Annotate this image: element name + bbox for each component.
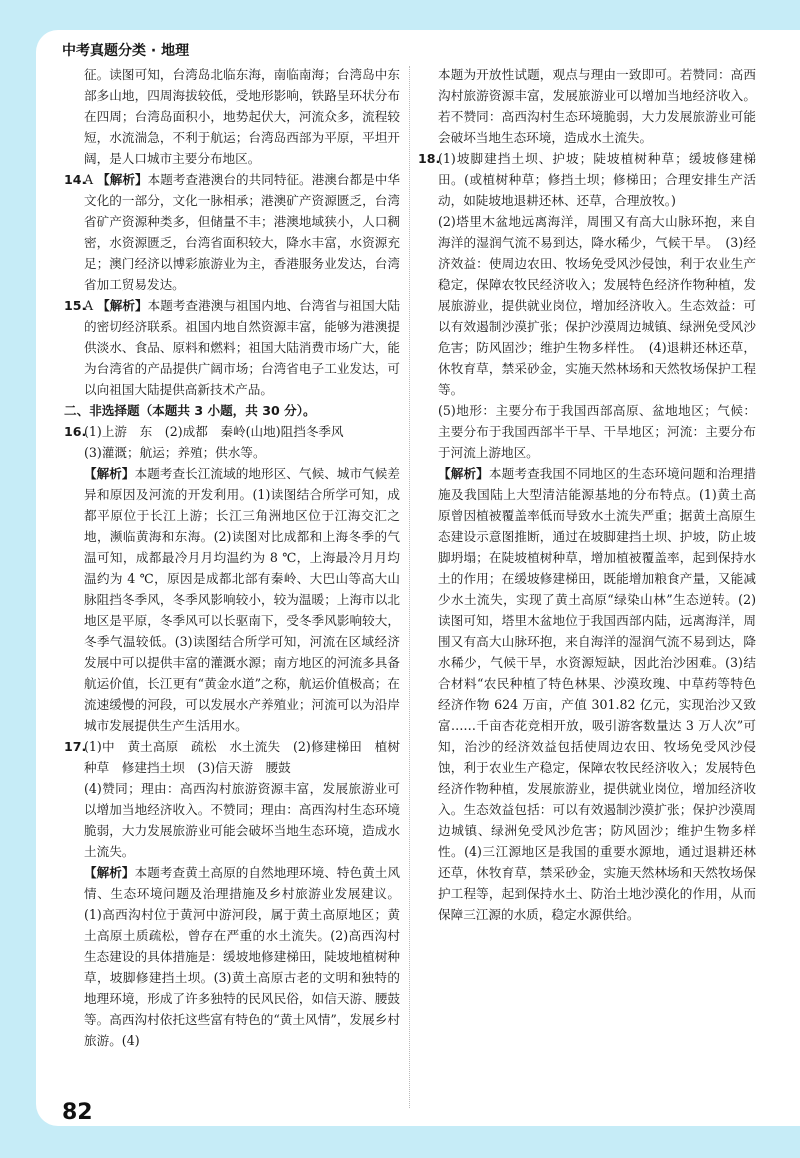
continued-paragraph: 征。读图可知，台湾岛北临东海，南临南海；台湾岛中东部多山地，四周海拔较低，受地形影响，铁路呈环状分布在四周；台湾岛面积小，地势起伏大，河流众多，流程较短，水流湍急，不利于航运；台湾岛西部为平原，平坦开阔，是人口城市主要分布地区。 (84, 67, 400, 166)
analysis-tag: 【解析】 (97, 172, 148, 187)
analysis-text: 本题考查我国不同地区的生态环境问题和治理措施及我国陆上大型清洁能源基地的分布特点。(1)黄土高原曾因植被覆盖率低而导致水土流失严重；据黄土高原生态建设示意图推断，通过在坡脚建挡土坝、护坡，防止坡脚坍塌；在陡坡植树种草，增加植被覆盖率，起到保持水土的作用；在缓坡修建梯田，既能增加粮食产量，又能减少水土流失，实现了黄土高原“绿染山林”生态逆转。(2)读图可知，塔里木盆地位于我国西部内陆，远离海洋，周围又有高大山脉环抱，来自海洋的湿润气流不易到达，降水稀少，气候干旱，水资源短缺，因此治沙困难。(3)结合材料“农民种植了特色林果、沙漠玫瑰、中草药等特色经济作物 624 万亩，产值 301.82 亿元，实现治沙又致富……千亩杏花竞相开放，吸引游客数量达 3 万人次”可知，治沙的经济效益包括使周边农田、牧场免受风沙侵蚀，利于农业生产稳定，保障农牧民经济收入；发展特色经济作物种植，发展旅游业，提供就业岗位，增加经济收入。生态效益包括：可以有效遏制沙漠扩张；保护沙漠周边城镇、绿洲免受风沙危害；防风固沙；维护生物多样性。(4)三江源地区是我国的重要水源地，通过退耕还林还草，休牧育草，禁采砂金，实施天然林场和天然牧场保护工程等，起到保持水土、防治土地沙漠化的作用，从而保障三江源的水质，稳定水源供给。 (438, 466, 757, 922)
question-number: 15. (64, 298, 87, 313)
analysis-tag: 【解析】 (84, 466, 135, 481)
answer-part-2: (3)灌溉；航运；养殖；供水等。 (84, 445, 266, 460)
analysis-tag: 【解析】 (438, 466, 489, 481)
right-column (418, 64, 756, 925)
analysis-text: 本题考查黄土高原的自然地理环境、特色黄土风情、生态环境问题及治理措施及乡村旅游业发展建议。(1)高西沟村位于黄河中游河段，属于黄土高原地区；黄土高原土质疏松，曾存在严重的水土流失。(2)高西沟村生态建设的具体措施是：缓坡地修建梯田，陡坡地植树种草，坡脚修建挡土坝。(3)黄土高原古老的文明和独特的地理环境，形成了许多独特的民风民俗，如信天游、腰鼓等。高西沟村依托这些富有特色的“黄土风情”，发展乡村旅游。(4) (84, 865, 401, 1048)
answer-part-1: (1)上游 东 (2)成都 秦岭(山地)阻挡冬季风 (84, 424, 344, 439)
page-number: 82 (62, 1100, 93, 1125)
question-17 (64, 736, 400, 1051)
answer: A (84, 172, 94, 187)
question-15 (64, 295, 400, 400)
analysis-text: 本题考查港澳与祖国内地、台湾省与祖国大陆的密切经济联系。祖国内地自然资源丰富，能够为港澳提供淡水、食品、原料和燃料；祖国大陆消费市场广大，能为台湾省的产品提供广阔市场；台湾省电子工业发达，可以向祖国大陆提供高新技术产品。 (84, 298, 400, 397)
analysis-tag: 【解析】 (97, 298, 148, 313)
continued-paragraph: 本题为开放性试题，观点与理由一致即可。若赞同：高西沟村旅游资源丰富，发展旅游业可以增加当地经济收入。若不赞同：高西沟村生态环境脆弱，大力发展旅游业可能会破坏当地生态环境，造成水土流失。 (438, 67, 756, 145)
answer-part-1: (1)中 黄土高原 疏松 水土流失 (2)修建梯田 植树种草 修建挡土坝 (3)信天游 腰鼓 (84, 739, 400, 775)
question-number: 16. (64, 424, 87, 439)
column-divider (409, 66, 410, 1108)
analysis-text: 本题考查长江流域的地形区、气候、城市气候差异和原因及河流的开发利用。(1)读图结合所学可知，成都平原位于长江上游；长江三角洲地区位于江海交汇之地，濒临黄海和东海。(2)读图对比成都和上海冬季的气温可知，成都最冷月月均温约为 8 ℃，上海最冷月月均温约为 4 ℃，原因是成都北部有秦岭、大巴山等高大山脉阻挡冬季风，冬季风影响较小，较为温暖；上海市以北地区是平原，冬季风可以长驱南下，受冬季风影响较大，冬季气温较低。(3)读图结合所学可知，河流在区域经济发展中可以提供丰富的灌溉水源；南方地区的河流多具备航运价值，长江更有“黄金水道”之称，航运价值极高；在流速缓慢的河段，可以发展水产养殖业；河流可以为沿岸城市发展提供生产生活用水。 (84, 466, 401, 733)
answer-part-1: (1)坡脚建挡土坝、护坡；陡坡植树种草；缓坡修建梯田。(或植树种草；修挡土坝；修梯田；合理安排生产活动，如陡坡地退耕还林、还草，合理放牧。) (438, 151, 756, 208)
section-heading: 二、非选择题（本题共 3 小题，共 30 分）。 (64, 403, 316, 418)
question-16 (64, 421, 400, 736)
question-number: 14. (64, 172, 87, 187)
left-column (64, 64, 400, 1051)
question-14 (64, 169, 400, 295)
analysis-text: 本题考查港澳台的共同特征。港澳台都是中华文化的一部分，文化一脉相承；港澳矿产资源匮乏，台湾省矿产资源种类多，但储量不丰；港澳地域狭小，人口稠密，水资源匮乏，台湾省面积较大，降水丰富，水资源充足；澳门经济以博彩旅游业为主，香港服务业发达，台湾省加工贸易发达。 (84, 172, 400, 292)
question-18 (418, 148, 756, 925)
answer-part-2: (2)塔里木盆地远离海洋，周围又有高大山脉环抱，来自海洋的湿润气流不易到达，降水稀少，气候干旱。 (3)经济效益：使周边农田、牧场免受风沙侵蚀，利于农业生产稳定，保障农牧民经济收入；发展特色经济作物种植，发展旅游业，提供就业岗位，增加经济收入。生态效益：可以有效遏制沙漠扩张；保护沙漠周边城镇、绿洲免受风沙危害；防风固沙；维护生物多样性。 (4)退耕还林还草，休牧育草，禁采砂金，实施天然林场和天然牧场保护工程等。 (438, 214, 756, 397)
page-header: 中考真题分类 · 地理 (62, 43, 190, 59)
answer-part-2: (4)赞同；理由：高西沟村旅游资源丰富，发展旅游业可以增加当地经济收入。不赞同；理由：高西沟村生态环境脆弱，大力发展旅游业可能会破坏当地生态环境，造成水土流失。 (84, 781, 400, 859)
answer-part-3: (5)地形：主要分布于我国西部高原、盆地地区；气候：主要分布于我国西部半干旱、干旱地区；河流：主要分布于河流上游地区。 (438, 403, 756, 460)
question-number: 18. (418, 151, 441, 166)
answer: A (84, 298, 94, 313)
question-number: 17. (64, 739, 87, 754)
analysis-tag: 【解析】 (84, 865, 135, 880)
